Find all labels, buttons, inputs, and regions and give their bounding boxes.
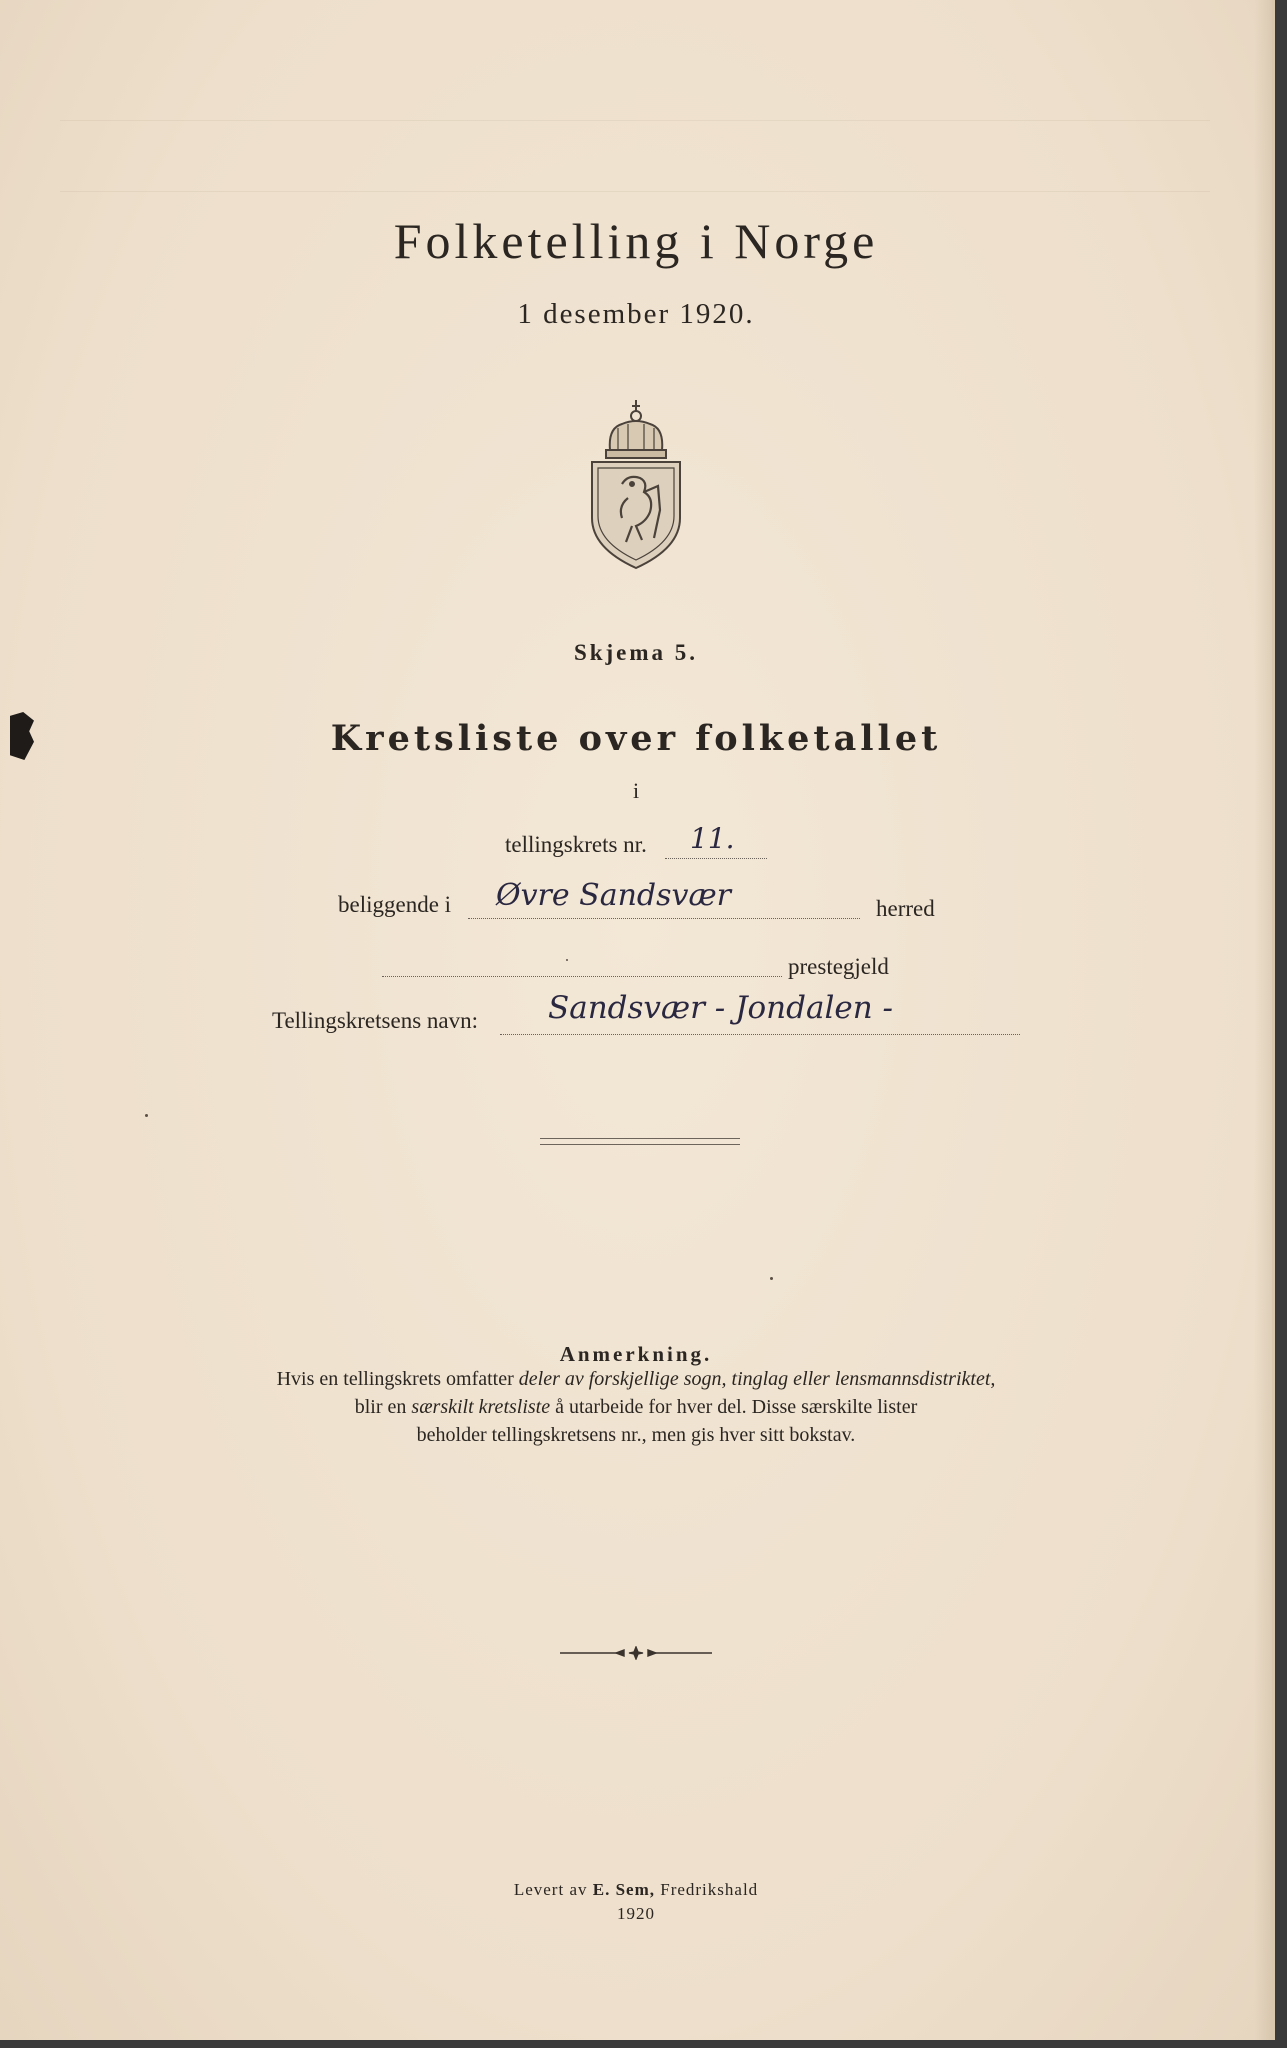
note-line-3: beholder tellingskretsens nr., men gis hver sitt bokstav. xyxy=(416,1424,856,1446)
note-line-2 xyxy=(0,1396,1272,1419)
parish-label: prestegjeld xyxy=(788,954,889,979)
municipality-handwritten: Øvre Sandsvær xyxy=(496,878,732,913)
district-name-label: Tellingskretsens navn: xyxy=(272,1008,478,1033)
document-date: 1 desember 1920. xyxy=(517,298,755,330)
parish-dotted-line xyxy=(382,976,782,977)
note-line-1-emphasis: deler av forskjellige sogn, tinglag eller lensmannsdistriktet, xyxy=(518,1368,996,1390)
form-number: Skjema 5. xyxy=(573,640,699,665)
printer-place: Fredrikshald xyxy=(654,1880,759,1899)
document-title: Folketelling i Norge xyxy=(393,213,879,269)
printer-year: 1920 xyxy=(617,1904,655,1923)
printer-prefix: Levert av xyxy=(513,1880,593,1899)
district-label: tellingskrets nr. xyxy=(505,832,647,857)
connector-word: i xyxy=(632,778,640,803)
district-name-dotted-line xyxy=(500,1034,1020,1035)
note-line-2-text-c: å utarbeide for hver del. Disse særskilte lister xyxy=(550,1396,918,1418)
located-label: beliggende i xyxy=(338,892,452,917)
norwegian-coat-of-arms-icon xyxy=(588,398,684,570)
note-line-2-text-a: blir en xyxy=(354,1396,412,1418)
district-number-handwritten: 11. xyxy=(690,822,735,855)
note-line-2-emphasis: særskilt kretsliste xyxy=(411,1396,551,1418)
district-dotted-line xyxy=(665,858,767,859)
paper-speck xyxy=(566,959,568,961)
list-title: Kretsliste over folketallet xyxy=(330,718,942,759)
printer-name: E. Sem, xyxy=(592,1880,655,1899)
star-divider-icon xyxy=(560,1646,712,1660)
paper-speck xyxy=(145,1114,148,1117)
double-rule-divider xyxy=(540,1138,740,1145)
note-line-1 xyxy=(0,1368,1272,1391)
district-name-handwritten: Sandsvær - Jondalen - xyxy=(548,990,894,1026)
herred-label: herred xyxy=(876,896,935,921)
located-dotted-line xyxy=(468,918,860,919)
note-heading: Anmerkning. xyxy=(559,1342,713,1366)
paper-speck xyxy=(770,1277,773,1280)
printer-credit xyxy=(0,1880,1272,1900)
show-through-lines xyxy=(60,120,1210,192)
note-line-1-text: Hvis en tellingskrets omfatter xyxy=(276,1368,519,1390)
